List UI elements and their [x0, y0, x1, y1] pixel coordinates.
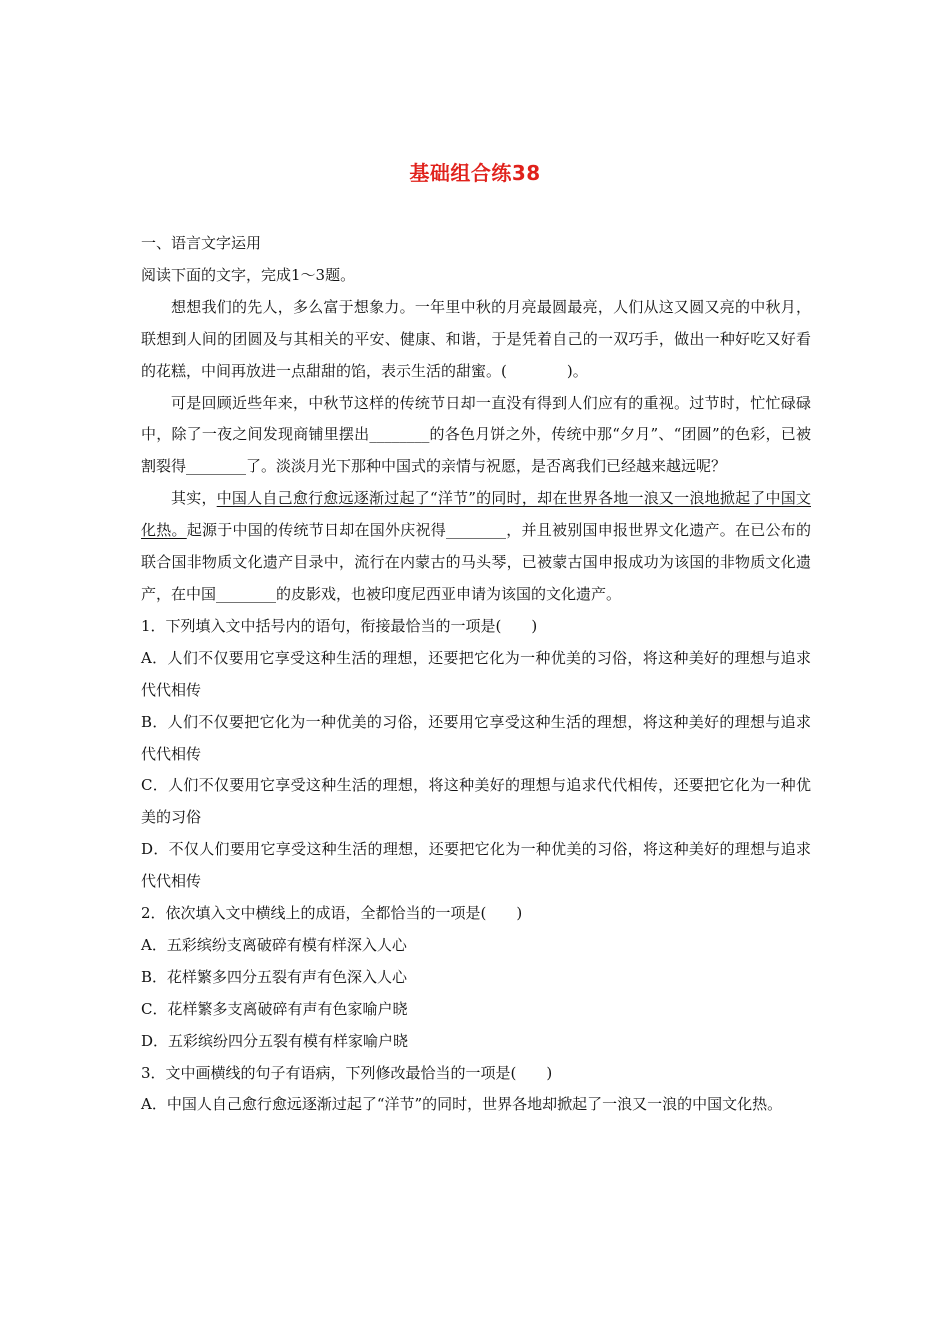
underlined-sentence: 中国人自己愈行愈远逐渐过起了“洋节”的同时，却在世界各地一浪又一浪地掀起了中国文化热。: [141, 489, 811, 540]
question-1-option-a: A．人们不仅要用它享受这种生活的理想，还要把它化为一种优美的习俗，将这种美好的理想与追求代代相传: [141, 648, 811, 699]
passage-paragraph-3: [141, 483, 811, 611]
question-2-option-c: C．花样繁多支离破碎有声有色家喻户晓: [141, 999, 408, 1018]
question-1-option-b: B．人们不仅要把它化为一种优美的习俗，还要用它享受这种生活的理想，将这种美好的理想与追求代代相传: [141, 712, 811, 763]
question-1-stem: 1．下列填入文中括号内的语句，衔接最恰当的一项是( ): [141, 616, 538, 635]
question-1-option-d: D．不仅人们要用它享受这种生活的理想，还要把它化为一种优美的习俗，将这种美好的理想与追求代代相传: [141, 840, 811, 891]
question-2-option-b: B．花样繁多四分五裂有声有色深入人心: [141, 967, 408, 986]
question-2-option-d: D．五彩缤纷四分五裂有模有样家喻户晓: [141, 1031, 409, 1050]
question-3-stem: 3．文中画横线的句子有语病，下列修改最恰当的一项是( ): [141, 1063, 553, 1082]
question-2-stem: 2．依次填入文中横线上的成语，全都恰当的一项是( ): [141, 904, 523, 923]
passage-paragraph-2: 可是回顾近些年来，中秋节这样的传统节日却一直没有得到人们应有的重视。过节时，忙忙碌碌中，除了一夜之间发现商铺里摆出________的各色月饼之外，传统中那“夕月”、“团圆”的色彩，已被割裂得________了。淡淡月光下那种中国式的亲情与祝愿，是否离我们已经越来越远呢？: [141, 393, 811, 476]
page-title: 基础组合练38: [409, 161, 541, 185]
passage-paragraph-1: 想想我们的先人，多么富于想象力。一年里中秋的月亮最圆最亮，人们从这又圆又亮的中秋月，联想到人间的团圆及与其相关的平安、健康、和谐，于是凭着自己的一双巧手，做出一种好吃又好看的花糕，中间再放进一点甜甜的馅，表示生活的甜蜜。( )。: [141, 297, 811, 380]
document-body: [141, 228, 811, 1121]
passage-paragraph-3-rest: 起源于中国的传统节日却在国外庆祝得________，并且被别国申报世界文化遗产。在已公布的联合国非物质文化遗产目录中，流行在内蒙古的马头琴，已被蒙古国申报成功为该国的非物质文化遗产，在中国________的皮影戏，也被印度尼西亚申请为该国的文化遗产。: [141, 521, 811, 603]
question-3-option-a: A．中国人自己愈行愈远逐渐过起了“洋节”的同时，世界各地却掀起了一浪又一浪的中国文化热。: [141, 1095, 783, 1114]
question-2-option-a: A．五彩缤纷支离破碎有模有样深入人心: [141, 935, 407, 954]
passage-paragraph-3-lead: 其实，: [171, 489, 217, 508]
reading-instruction: 阅读下面的文字，完成1～3题。: [141, 265, 356, 284]
section-heading: 一、语言文字运用: [141, 234, 262, 252]
question-1-option-c: C．人们不仅要用它享受这种生活的理想，将这种美好的理想与追求代代相传，还要把它化为一种优美的习俗: [141, 776, 811, 827]
